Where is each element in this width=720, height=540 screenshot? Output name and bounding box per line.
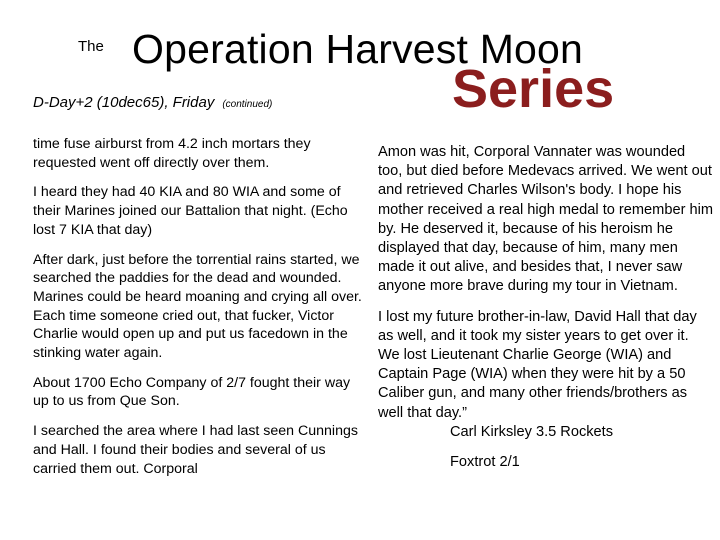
- paragraph: time fuse airburst from 4.2 inch mortars they requested went off directly over them.: [33, 136, 311, 171]
- signature-unit: Foxtrot 2/1: [450, 454, 520, 471]
- subtitle-date: D-Day+2 (10dec65), Friday: [33, 94, 215, 111]
- paragraph: After dark, just before the torrential rains started, we searched the paddies for the dead and wounded. Marines could be heard moaning and crying all over. Each time someone cried out, that fucker, Victor Charlie would open up and put us facedown in the stinking water again.: [33, 251, 362, 362]
- signature-name: Carl Kirksley 3.5 Rockets: [450, 423, 614, 440]
- left-column: [33, 135, 363, 489]
- continued-note: (continued): [222, 99, 273, 110]
- paragraph: I lost my future brother-in-law, David Hall that day as well, and it took my sister years to get over it. We lost Lieutenant Charlie George (WIA) and Captain Page (WIA) when they were hit by a 50 Caliber gun, and many other friends/brothers as well that day.”: [378, 308, 697, 421]
- slide-subtitle: [33, 94, 272, 111]
- series-label: Series: [452, 59, 615, 119]
- title-prefix: The: [78, 38, 104, 55]
- paragraph: I searched the area where I had last seen Cunnings and Hall. I found their bodies and several of us carried them out. Corporal: [33, 423, 358, 477]
- right-column: [378, 143, 713, 483]
- page-title: Operation Harvest Moon: [132, 26, 584, 72]
- paragraph: I heard they had 40 KIA and 80 WIA and some of their Marines joined our Battalion that night. (Echo lost 7 KIA that day): [33, 184, 348, 238]
- paragraph: About 1700 Echo Company of 2/7 fought their way up to us from Que Son.: [33, 374, 351, 410]
- paragraph: Amon was hit, Corporal Vannater was wounded too, but died before Medevacs arrived. We went out and retrieved Charles Wilson's body. I hope his mother received a real high medal to remember him by. He deserved it, because of his heroism he displayed that day, because of him, many men made it out alive, and besides that, I never saw anyone more brave during my tour in Vietnam.: [378, 144, 713, 295]
